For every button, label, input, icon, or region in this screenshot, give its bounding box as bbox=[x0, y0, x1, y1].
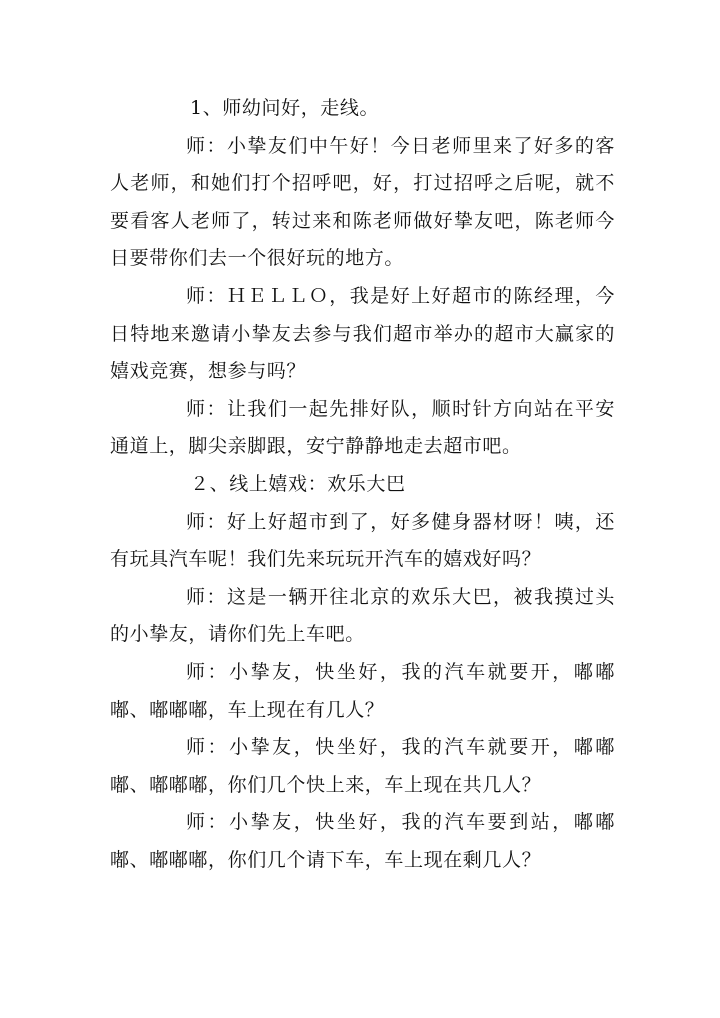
section-heading-1: 1、师幼问好，走线。 bbox=[190, 97, 380, 119]
paragraph: 师：这是一辆开往北京的欢乐大巴，被我摸过头的小挚友，请你们先上车吧。 bbox=[110, 585, 615, 646]
section-heading-2: ２、线上嬉戏：欢乐大巴 bbox=[190, 472, 406, 495]
paragraph: 师：小挚友，快坐好，我的汽车就要开，嘟嘟嘟、嘟嘟嘟，车上现在有几人？ bbox=[110, 660, 615, 721]
paragraph: 师：好上好超市到了，好多健身器材呀！咦，还有玩具汽车呢！我们先来玩玩开汽车的嬉戏好吗？ bbox=[110, 510, 615, 571]
paragraph: 师：让我们一起先排好队，顺时针方向站在平安通道上，脚尖亲脚跟，安宁静静地走去超市吧。 bbox=[110, 397, 615, 458]
paragraph: 师：小挚友，快坐好，我的汽车要到站，嘟嘟嘟、嘟嘟嘟，你们几个请下车，车上现在剩几人？ bbox=[110, 811, 615, 871]
paragraph: 师：小挚友，快坐好，我的汽车就要开，嘟嘟嘟、嘟嘟嘟，你们几个快上来，车上现在共几人？ bbox=[110, 736, 615, 796]
document-body bbox=[110, 90, 615, 879]
paragraph: 师：小挚友们中午好！今日老师里来了好多的客人老师，和她们打个招呼吧，好，打过招呼之后呢，就不要看客人老师了，转过来和陈老师做好挚友吧，陈老师今日要带你们去一个很好玩的地方。 bbox=[110, 134, 615, 270]
paragraph: 师：ＨＥＬＬＯ，我是好上好超市的陈经理，今日特地来邀请小挚友去参与我们超市举办的超市大赢家的嬉戏竞赛，想参与吗？ bbox=[110, 284, 615, 383]
